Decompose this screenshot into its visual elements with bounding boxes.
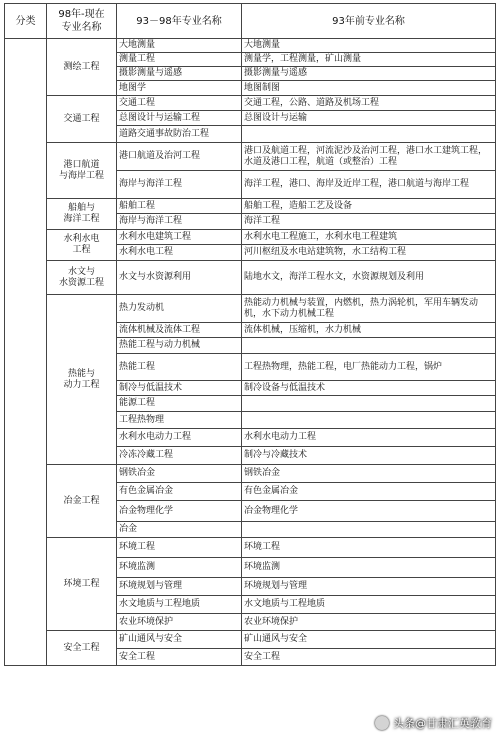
- major-pre-93-name: 冶金物理化学: [242, 501, 496, 522]
- major-93-98-name: 环境工程: [117, 538, 242, 558]
- major-pre-93-name: 陆地水文，海洋工程水文，水资源规划及利用: [242, 261, 496, 295]
- major-93-98-name: 热能工程与动力机械: [117, 338, 242, 354]
- header-93-98-name: 93－98年专业名称: [117, 4, 242, 39]
- header-pre-93-name: 93年前专业名称: [242, 4, 496, 39]
- current-major-name: 环境工程: [47, 538, 117, 631]
- current-major-name: 热能与 动力工程: [47, 295, 117, 465]
- major-93-98-name: 海岸与海洋工程: [117, 214, 242, 230]
- major-pre-93-name: 矿山通风与安全: [242, 631, 496, 649]
- major-93-98-name: 有色金属冶金: [117, 483, 242, 501]
- major-name-table: [4, 3, 496, 666]
- table-row: [5, 465, 496, 483]
- major-93-98-name: 水利水电工程: [117, 245, 242, 261]
- table-row: [5, 199, 496, 214]
- header-category: 分类: [5, 4, 47, 39]
- major-pre-93-name: 有色金属冶金: [242, 483, 496, 501]
- major-93-98-name: 摄影测量与遥感: [117, 67, 242, 81]
- current-major-name: 测绘工程: [47, 39, 117, 96]
- major-pre-93-name: [242, 396, 496, 412]
- current-major-name: 冶金工程: [47, 465, 117, 538]
- major-pre-93-name: 农业环境保护: [242, 614, 496, 631]
- major-93-98-name: 流体机械及流体工程: [117, 323, 242, 338]
- table-row: [5, 96, 496, 111]
- major-93-98-name: 道路交通事故防治工程: [117, 126, 242, 143]
- table-row: [5, 143, 496, 171]
- major-pre-93-name: 水文地质与工程地质: [242, 596, 496, 614]
- major-93-98-name: 钢铁冶金: [117, 465, 242, 483]
- major-93-98-name: 水利水电建筑工程: [117, 230, 242, 245]
- table-row: [5, 538, 496, 558]
- major-pre-93-name: 环境工程: [242, 538, 496, 558]
- major-93-98-name: 测量工程: [117, 53, 242, 67]
- major-pre-93-name: [242, 338, 496, 354]
- table-row: [5, 295, 496, 323]
- major-pre-93-name: 制冷与冷藏技术: [242, 447, 496, 465]
- major-pre-93-name: 海洋工程，港口、海岸及近岸工程，港口航道与海岸工程: [242, 171, 496, 199]
- current-major-name: 船舶与 海洋工程: [47, 199, 117, 230]
- major-93-98-name: 环境监测: [117, 558, 242, 578]
- major-pre-93-name: 大地测量: [242, 39, 496, 53]
- major-pre-93-name: 海洋工程: [242, 214, 496, 230]
- header-current-name: 98年-现在 专业名称: [47, 4, 117, 39]
- major-pre-93-name: 钢铁冶金: [242, 465, 496, 483]
- major-pre-93-name: 船舶工程，造船工艺及设备: [242, 199, 496, 214]
- major-93-98-name: 大地测量: [117, 39, 242, 53]
- current-major-name: 水利水电 工程: [47, 230, 117, 261]
- major-93-98-name: 交通工程: [117, 96, 242, 111]
- major-93-98-name: 水文地质与工程地质: [117, 596, 242, 614]
- major-93-98-name: 环境规划与管理: [117, 578, 242, 596]
- major-pre-93-name: 港口及航道工程，河流泥沙及治河工程，港口水工建筑工程，水道及港口工程，航道（或整治）工程: [242, 143, 496, 171]
- major-93-98-name: 地图学: [117, 81, 242, 96]
- major-93-98-name: 水文与水资源利用: [117, 261, 242, 295]
- major-93-98-name: 港口航道及治河工程: [117, 143, 242, 171]
- major-pre-93-name: 安全工程: [242, 649, 496, 666]
- current-major-name: 水文与 水资源工程: [47, 261, 117, 295]
- major-pre-93-name: 摄影测量与遥感: [242, 67, 496, 81]
- major-93-98-name: 制冷与低温技术: [117, 381, 242, 396]
- major-pre-93-name: 制冷设备与低温技术: [242, 381, 496, 396]
- major-93-98-name: 水利水电动力工程: [117, 429, 242, 447]
- major-pre-93-name: 测量学，工程测量，矿山测量: [242, 53, 496, 67]
- major-93-98-name: 农业环境保护: [117, 614, 242, 631]
- major-93-98-name: 热能工程: [117, 354, 242, 381]
- category-cell: [5, 39, 47, 666]
- major-93-98-name: 安全工程: [117, 649, 242, 666]
- watermark: [375, 715, 492, 731]
- major-93-98-name: 热力发动机: [117, 295, 242, 323]
- major-pre-93-name: 水利水电动力工程: [242, 429, 496, 447]
- major-93-98-name: 海岸与海洋工程: [117, 171, 242, 199]
- table-row: [5, 39, 496, 53]
- current-major-name: 港口航道 与海岸工程: [47, 143, 117, 199]
- major-93-98-name: 总图设计与运输工程: [117, 111, 242, 126]
- major-pre-93-name: 总图设计与运输: [242, 111, 496, 126]
- major-93-98-name: 工程热物理: [117, 412, 242, 429]
- current-major-name: 交通工程: [47, 96, 117, 143]
- major-93-98-name: 冷冻冷藏工程: [117, 447, 242, 465]
- watermark-text: 头条@甘肃汇英教育: [393, 717, 492, 730]
- major-pre-93-name: 热能动力机械与装置，内燃机，热力涡轮机，军用车辆发动机，水下动力机械工程: [242, 295, 496, 323]
- major-pre-93-name: 环境监测: [242, 558, 496, 578]
- logo-icon: [375, 716, 389, 730]
- major-pre-93-name: 环境规划与管理: [242, 578, 496, 596]
- header-row: [5, 4, 496, 39]
- major-pre-93-name: 工程热物理，热能工程，电厂热能动力工程，锅炉: [242, 354, 496, 381]
- major-93-98-name: 矿山通风与安全: [117, 631, 242, 649]
- major-pre-93-name: [242, 522, 496, 538]
- major-93-98-name: 冶金物理化学: [117, 501, 242, 522]
- major-pre-93-name: 地图制图: [242, 81, 496, 96]
- table-row: [5, 631, 496, 649]
- table-row: [5, 230, 496, 245]
- major-93-98-name: 船舶工程: [117, 199, 242, 214]
- current-major-name: 安全工程: [47, 631, 117, 666]
- major-pre-93-name: 河川枢纽及水电站建筑物，水工结构工程: [242, 245, 496, 261]
- table-row: [5, 261, 496, 295]
- major-pre-93-name: 交通工程，公路、道路及机场工程: [242, 96, 496, 111]
- major-93-98-name: 冶金: [117, 522, 242, 538]
- major-pre-93-name: 水利水电工程施工，水利水电工程建筑: [242, 230, 496, 245]
- major-pre-93-name: [242, 126, 496, 143]
- major-pre-93-name: [242, 412, 496, 429]
- major-93-98-name: 能源工程: [117, 396, 242, 412]
- major-pre-93-name: 流体机械，压缩机，水力机械: [242, 323, 496, 338]
